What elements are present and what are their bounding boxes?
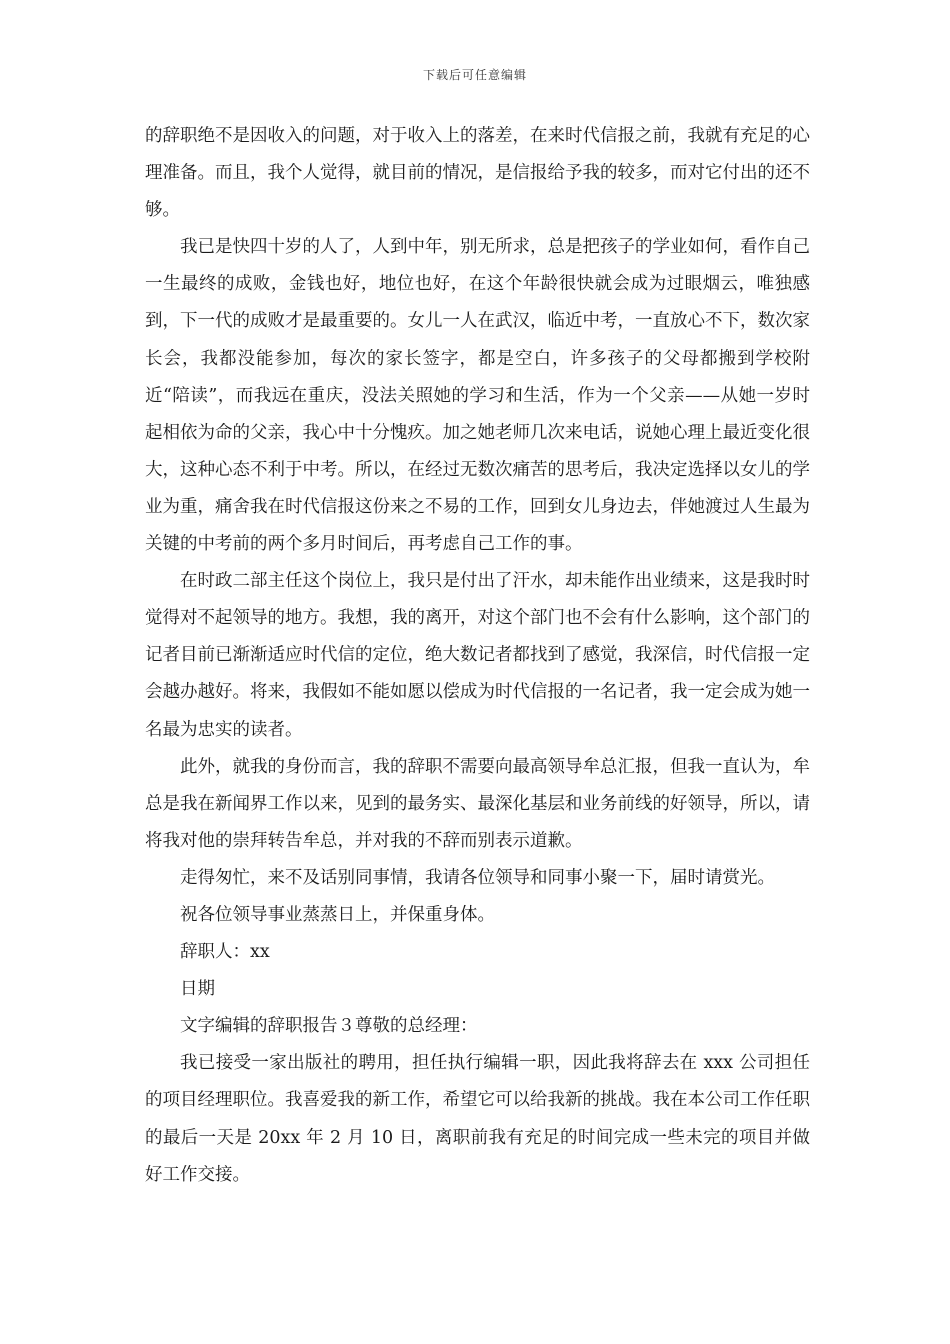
paragraph-leadership: 此外，就我的身份而言，我的辞职不需要向最高领导牟总汇报，但我一直认为，牟总是我在新闻界工作以来，见到的最务实、最深化基层和业务前线的好领导，所以，请将我对他的崇拜转告牟总，并对我的不辞而别表示道歉。 bbox=[145, 756, 810, 851]
paragraph-farewell: 走得匆忙，来不及话别同事情，我请各位领导和同事小聚一下，届时请赏光。 bbox=[180, 867, 775, 888]
paragraph-department: 在时政二部主任这个岗位上，我只是付出了汗水，却未能作出业绩来，这是我时时觉得对不起领导的地方。我想，我的离开，对这个部门也不会有什么影响，这个部门的记者目前已渐渐适应时代信的定位，绝大数记者都找到了感觉，我深信，时代信报一定会越办越好。将来，我假如不能如愿以偿成为时代信报的一名记者，我一定会成为她一名最为忠实的读者。 bbox=[145, 571, 810, 740]
document-body bbox=[145, 118, 810, 1194]
date-line: 日期 bbox=[180, 979, 215, 1000]
paragraph-wishes: 祝各位领导事业蒸蒸日上，并保重身体。 bbox=[180, 904, 495, 925]
signature-line: 辞职人：xx bbox=[180, 942, 270, 963]
page-header: 下载后可任意编辑 bbox=[422, 68, 527, 82]
section-heading: 文字编辑的辞职报告３尊敬的总经理： bbox=[180, 1016, 478, 1037]
paragraph-new-job: 我已接受一家出版社的聘用，担任执行编辑一职，因此我将辞去在 xxx 公司担任的项目经理职位。我喜爱我的新工作，希望它可以给我新的挑战。我在本公司工作任职的最后一天是 20xx 年 2 月 10 日，离职前我有充足的时间完成一些未完的项目并做好工作交接。 bbox=[145, 1053, 810, 1185]
paragraph-continuation: 的辞职绝不是因收入的问题，对于收入上的落差，在来时代信报之前，我就有充足的心理准备。而且，我个人觉得，就目前的情况，是信报给予我的较多，而对它付出的还不够。 bbox=[145, 126, 810, 221]
paragraph-reason-daughter: 我已是快四十岁的人了，人到中年，别无所求，总是把孩子的学业如何，看作自己一生最终的成败，金钱也好，地位也好，在这个年龄很快就会成为过眼烟云，唯独感到，下一代的成败才是最重要的。女儿一人在武汉，临近中考，一直放心不下，数次家长会，我都没能参加，每次的家长签字，都是空白，许多孩子的父母都搬到学校附近“陪读”，而我远在重庆，没法关照她的学习和生活，作为一个父亲——从她一岁时起相依为命的父亲，我心中十分愧疚。加之她老师几次来电话，说她心理上最近变化很大，这种心态不利于中考。所以，在经过无数次痛苦的思考后，我决定选择以女儿的学业为重，痛舍我在时代信报这份来之不易的工作，回到女儿身边去，伴她渡过人生最为关键的中考前的两个多月时间后，再考虑自己工作的事。 bbox=[145, 237, 810, 555]
